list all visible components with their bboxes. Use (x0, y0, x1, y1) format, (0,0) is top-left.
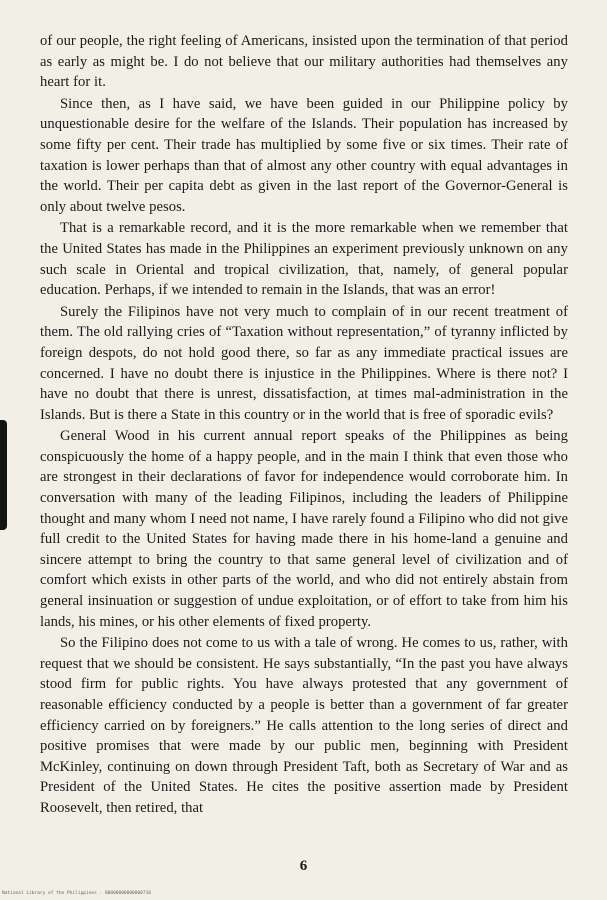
paragraph-4: Surely the Filipinos have not very much to complain of in our recent treatment of them. The old rallying cries of “Taxation without representation,” of tyranny inflicted by foreign despots, do not hold good there, so far as any immediate practical issues are concerned. I have no doubt there is injustice in the Philippines. Where is there not? I have no doubt that there is unrest, dissatisfaction, at times mal-administration in the Islands. But is there a State in this country or in the world that is free of sporadic evils? (40, 303, 568, 423)
page-body (40, 31, 568, 820)
paragraph-2: Since then, as I have said, we have been guided in our Philippine policy by unquestionable desire for the welfare of the Islands. Their population has increased by some fifty per cent. Their trade has multiplied by some five or six times. Their rate of taxation is lower perhaps than that of almost any other country with equal advantages in the world. Their per capita debt as given in the last report of the Governor-General is only about twelve pesos. (40, 95, 568, 215)
paragraph-1: of our people, the right feeling of Americans, insisted upon the termination of that period as early as might be. I do not believe that our military authorities had themselves any heart for it. (40, 33, 568, 91)
paragraph-5: General Wood in his current annual report speaks of the Philippines as being conspicuously the home of a happy people, and in the main I think that even those who are strongest in their declarations of favor for independence would corroborate him. In conversation with many of the leading Filipinos, including the leaders of Philippine thought and many whom I need not name, I have rarely found a Filipino who did not give full credit to the United States for having made there in his home-land a genuine and sincere attempt to bring the country to that same general level of civilization and of comfort which exists in other parts of the world, and who did not entirely abstain from general insinuation or suggestion of undue exploitation, or of effort to take from him his lands, his mines, or his other elements of fixed property. (40, 428, 568, 630)
binding-shadow (0, 420, 7, 530)
paragraph-3: That is a remarkable record, and it is the more remarkable when we remember that the United States has made in the Philippines an experiment previously unknown on any such scale in Oriental and tropical civilization, that, namely, of general popular education. Perhaps, if we intended to remain in the Islands, that was an error! (40, 220, 568, 299)
page-number: 6 (299, 858, 308, 874)
scan-footer: National Library of the Philippines · 00000000000000710 (2, 891, 152, 896)
paragraph-6: So the Filipino does not come to us with a tale of wrong. He comes to us, rather, with request that we should be consistent. He says substantially, “In the past you have always stood firm for public rights. You have always protested that any government of reasonable efficiency conducted by a people is better than a government of far greater efficiency carried on by foreigners.” He calls attention to the long series of direct and positive promises that were made by our public men, beginning with President McKinley, continuing on down through President Taft, both as Secretary of War and as President of the United States. He cites the positive assertion made by President Roosevelt, then retired, that (40, 635, 568, 816)
